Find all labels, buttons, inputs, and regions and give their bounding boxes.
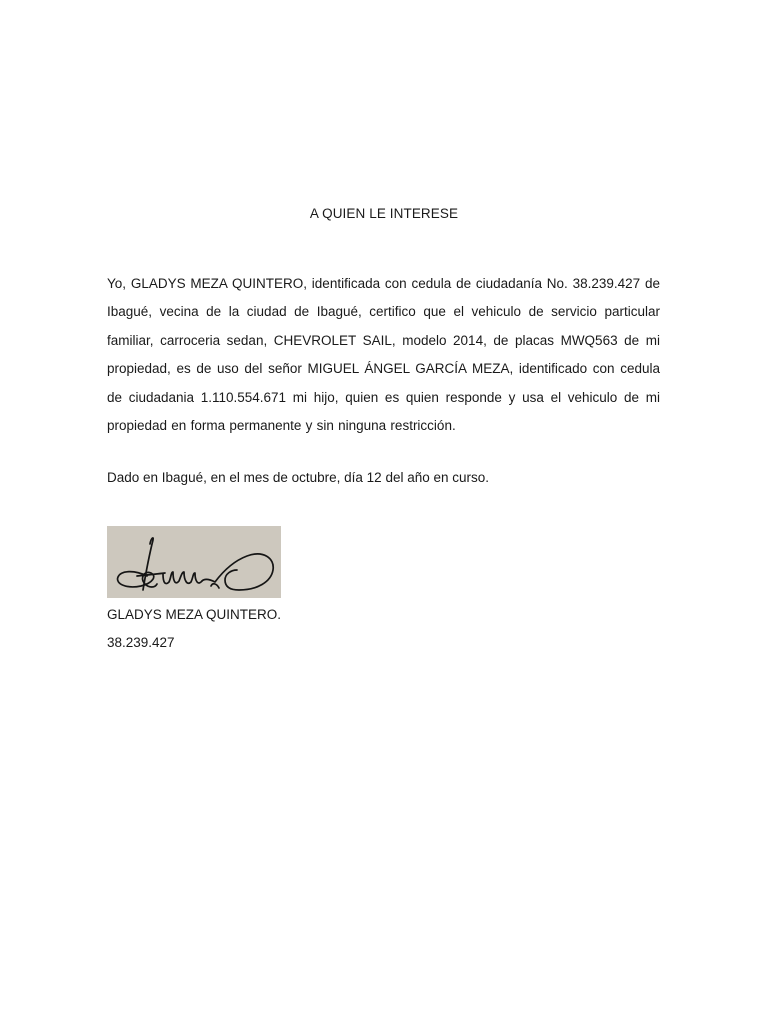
document-title: A QUIEN LE INTERESE (309, 206, 459, 221)
signer-name: GLADYS MEZA QUINTERO. (107, 607, 282, 622)
signature-image (107, 526, 281, 598)
signer-id-number: 38.239.427 (107, 635, 175, 650)
handwritten-signature (107, 526, 281, 598)
date-line: Dado en Ibagué, en el mes de octubre, día 12 del año en curso. (107, 470, 490, 485)
body-paragraph: Yo, GLADYS MEZA QUINTERO, identificada con cedula de ciudadanía No. 38.239.427 de Ibagué, vecina de la ciudad de Ibagué, certifico que el vehiculo de servicio particular familiar, carroceria sedan, CHEVROLET SAIL, modelo 2014, de placas MWQ563 de mi propiedad, es de uso del señor MIGUEL ÁNGEL GARCÍA MEZA, identificado con cedula de ciudadania 1.110.554.671 mi hijo, quien es quien responde y usa el vehiculo de mi propiedad en forma permanente y sin ninguna restricción. (107, 276, 660, 434)
